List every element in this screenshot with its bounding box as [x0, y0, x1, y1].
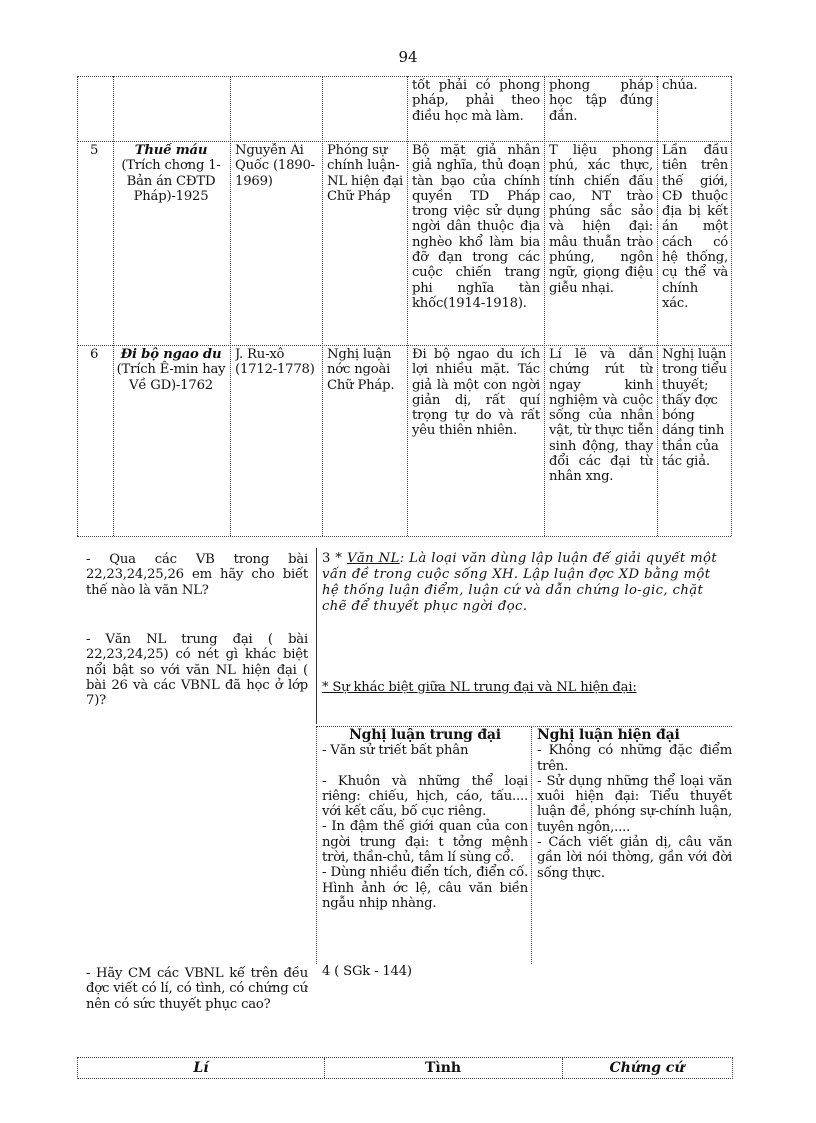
row5-genre: Phóng sự chính luận- NL hiện đại Chữ Pháp [327, 143, 404, 204]
question-2: - Văn NL trung đại ( bài 22,23,24,25) có nét gì khác biệt nổi bật so với văn NL hiện đại ( bài 26 và các VBNL đã học ở lớp 7)? [86, 632, 308, 709]
row5-number: 5 [90, 143, 99, 158]
answer-3 [322, 551, 732, 615]
difference-heading: * Sự khác biệt giữa NL trung đại và NL hiện đại: [322, 680, 637, 695]
row6-author: J. Ru-xô (1712-1778) [235, 347, 315, 378]
row6-meaning: Nghị luận trong tiểu thuyết; thấy đợc bóng dáng tinh thần của tác giả. [662, 347, 727, 470]
proof-table-header [77, 1057, 733, 1079]
medieval-point-3: - In đậm thế giới quan của con ngời trung đại: t tởng mệnh trời, thần-chủ, tâm lí sùng cổ. [322, 819, 528, 866]
row5-art: T liệu phong phú, xác thực, tính chiến đấu cao, NT trào phúng sắc sảo và hiện đại: mâu thuẫn trào phúng, ngôn ngữ, giọng điệu giễu nhại. [549, 143, 653, 296]
modern-point-1: - Không có những đặc điểm trên. [537, 743, 732, 774]
answer-3-term: Văn NL [346, 551, 400, 566]
modern-point-2: - Sử dụng những thể loại văn xuôi hiện đại: Tiểu thuyết luận đề, phóng sự-chính luận, tuyên ngôn,.... [537, 773, 732, 835]
medieval-point-4: - Dùng nhiều điển tích, điển cố. Hình ảnh ớc lệ, câu văn biền ngẫu nhịp nhàng. [322, 865, 528, 911]
row5-content: Bộ mặt giả nhân giả nghĩa, thủ đoạn tàn bạo của chính quyền TD Pháp trong việc sử dụng ngời dân thuộc địa nghèo khổ làm bia đỡ đạn trong các cuộc chiến trang phi nghĩa tàn khốc(1914-1918). [412, 143, 540, 311]
question-3: - Hãy CM các VBNL kể trên đều đợc viết có lí, có tình, có chứng cứ nên có sức thuyết phục cao? [86, 966, 308, 1012]
answer-3-prefix: 3 * [322, 551, 347, 566]
row0-art: phong pháp học tập đúng đắn. [549, 78, 653, 124]
header-evidence: Chứng cứ [609, 1060, 685, 1076]
row5-work [115, 143, 227, 343]
medieval-column [322, 728, 528, 964]
medieval-heading: Nghị luận trung đại [349, 728, 501, 743]
row0-content: tốt phải có phong pháp, phải theo điều học mà làm. [412, 78, 540, 124]
row6-content: Đi bộ ngao du ích lợi nhiều mặt. Tác giả là một con ngời giản dị, rất quí trọng tự do và rất yêu thiên nhiên. [412, 347, 540, 439]
answer-3-definition: : Là loại văn dùng lập luận để giải quyết một vấn đề trong cuộc sống XH. Lập luận đợc XD bằng một hệ thống luận điểm, luận cứ và dẫn chứng lo-gic, chặt chẽ để thuyết phục ngời đọc. [322, 551, 718, 614]
modern-point-3: - Cách viết giản dị, câu văn gần lời nói thờng, gần với đời sống thực. [537, 835, 732, 881]
page-number: 94 [398, 48, 418, 66]
header-emotion: Tình [424, 1060, 462, 1076]
row6-number: 6 [90, 347, 99, 362]
row5-source: (Trích chơng 1-Bản án CĐTD Pháp)-1925 [121, 158, 221, 204]
question-1: - Qua các VB trong bài 22,23,24,25,26 em hãy cho biết thế nào là văn NL? [86, 552, 308, 598]
modern-heading: Nghị luận hiện đại [537, 728, 680, 743]
medieval-point-2: - Khuôn và những thể loại riêng: chiếu, hịch, cáo, tấu.... với kết cấu, bố cục riêng. [322, 773, 528, 820]
row0-meaning: chúa. [662, 78, 698, 93]
row6-art: Lí lẽ và dẫn chứng rút từ ngay kinh nghiệm và cuộc sống của nhân vật, từ thực tiễn sinh động, thay đổi các đại từ nhân xng. [549, 347, 653, 485]
row5-meaning: Lần đầu tiên trên thế giới, CĐ thuộc địa bị kết án một cách có hệ thống, cụ thể và chính xác. [662, 143, 728, 311]
row6-work [115, 347, 227, 533]
row6-source: (Trích Ê-min hay Về GD)-1762 [116, 362, 226, 393]
header-reason: Lí [193, 1060, 209, 1076]
modern-column [537, 728, 732, 964]
row6-title: Đi bộ ngao du [120, 347, 222, 362]
row5-author: Nguyễn Ái Quốc (1890-1969) [235, 143, 315, 189]
medieval-point-1: - Văn sử triết bất phân [322, 743, 469, 759]
row5-title: Thuế máu [134, 143, 208, 158]
row6-genre: Nghị luận nớc ngoài Chữ Pháp. [327, 347, 395, 393]
answer-4: 4 ( SGk - 144) [322, 964, 412, 979]
